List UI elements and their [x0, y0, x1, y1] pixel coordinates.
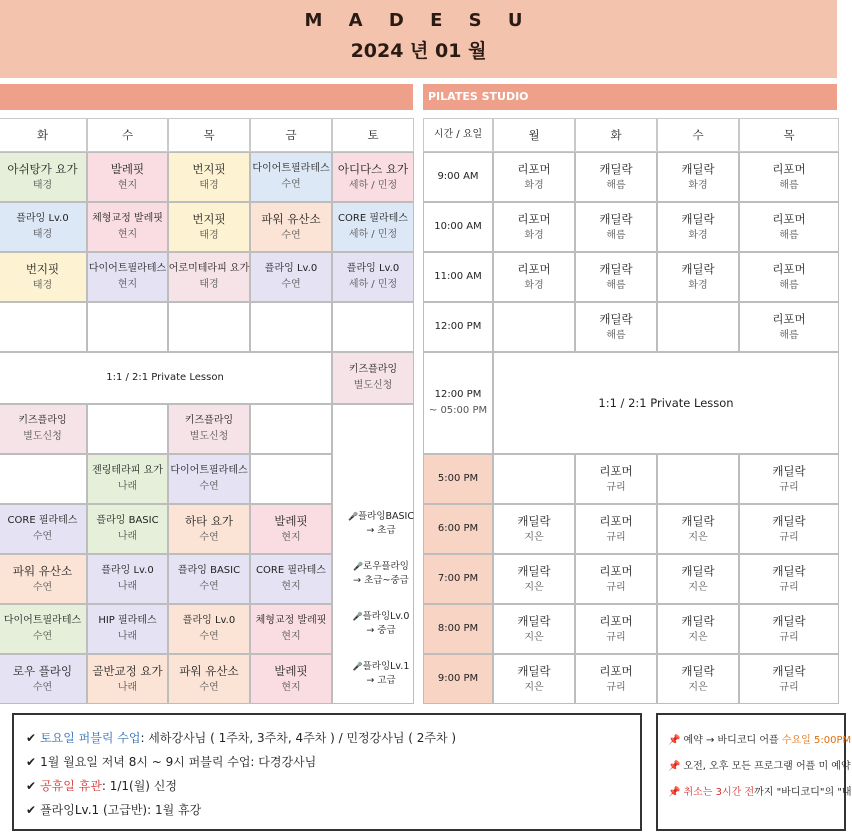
- pilates-class-cell[interactable]: [575, 302, 657, 352]
- instructor-name: 나래: [117, 682, 138, 694]
- pilates-day-header-4: [739, 118, 839, 152]
- instructor-name: 화경: [524, 280, 544, 292]
- class-name: 번지핏: [192, 211, 226, 226]
- class-cell[interactable]: [0, 454, 87, 504]
- instructor-name: 나래: [117, 531, 138, 543]
- instructor-name: 현지: [281, 631, 301, 643]
- class-name: 캐딜락: [681, 261, 715, 276]
- class-name: 하타 요가: [184, 513, 234, 528]
- pilates-day-header-3: [657, 118, 739, 152]
- class-name: 리포머: [599, 613, 633, 628]
- pilates-class-cell[interactable]: [657, 302, 739, 352]
- instructor-name: 현지: [117, 229, 138, 241]
- instructor-name: 현지: [281, 581, 301, 593]
- pilates-class-cell[interactable]: [739, 654, 839, 704]
- instructor-name: 수연: [32, 631, 53, 643]
- instructor-name: 규리: [606, 582, 626, 594]
- instructor-name: 지은: [688, 682, 708, 694]
- class-name: 리포머: [517, 261, 551, 276]
- class-cell[interactable]: [250, 604, 332, 654]
- class-name: 플라잉 Lv.0: [16, 212, 69, 224]
- class-cell[interactable]: [168, 654, 250, 704]
- instructor-name: 수연: [32, 531, 53, 543]
- private-lesson-cell[interactable]: [0, 352, 332, 404]
- pilates-class-cell[interactable]: [493, 252, 575, 302]
- class-name: 체형교정 발레핏: [92, 212, 163, 224]
- instructor-name: 규리: [779, 482, 799, 494]
- class-name: 9:00 PM: [437, 672, 479, 684]
- class-name: 플라잉 BASIC: [177, 564, 241, 576]
- class-name: 1:1 / 2:1 Private Lesson: [106, 371, 224, 383]
- level-guide-item: [346, 510, 416, 538]
- left-section-bar: [0, 84, 413, 110]
- pilates-class-cell[interactable]: [739, 252, 839, 302]
- class-name: 리포머: [517, 211, 551, 226]
- private-time-slot: [423, 352, 493, 454]
- class-name: 다이어트필라테스: [252, 162, 330, 174]
- class-name: 8:00 PM: [437, 622, 479, 634]
- class-name: 1:1 / 2:1 Private Lesson: [598, 395, 734, 410]
- instructor-name: ~ 05:00 PM: [428, 405, 488, 417]
- instructor-name: 지은: [688, 532, 708, 544]
- class-cell[interactable]: [250, 202, 332, 252]
- class-name: 발레핏: [110, 161, 145, 176]
- time-slot: [423, 604, 493, 654]
- microphone-icon: 🎤: [348, 512, 358, 521]
- instructor-name: 수연: [281, 179, 301, 191]
- instructor-name: 나래: [117, 581, 138, 593]
- day-header-2: [168, 118, 250, 152]
- class-name: 캐딜락: [599, 261, 633, 276]
- class-name: 플라잉 Lv.0: [182, 614, 236, 626]
- instructor-name: 세하 / 민정: [348, 180, 398, 192]
- instructor-name: 현지: [281, 532, 301, 544]
- class-name: 젠링테라피 요가: [92, 464, 163, 476]
- class-cell[interactable]: [168, 252, 250, 302]
- class-name: 캐딜락: [599, 311, 633, 326]
- level-grade: → 고급: [366, 674, 396, 686]
- class-name: 수: [692, 127, 704, 142]
- class-name: 토: [367, 127, 379, 142]
- class-name: 플라잉 BASIC: [96, 514, 159, 526]
- instructor-name: 규리: [606, 532, 626, 544]
- instructor-name: 나래: [117, 631, 138, 643]
- level-class: 플라잉BASIC: [357, 511, 414, 522]
- class-cell[interactable]: [87, 554, 168, 604]
- instructor-name: 규리: [779, 532, 799, 544]
- level-grade: → 초급~중급: [353, 574, 409, 586]
- instructor-name: 해름: [606, 230, 626, 242]
- instructor-name: 수연: [199, 532, 219, 544]
- class-name: 캐딜락: [517, 513, 551, 528]
- level-guide-item: [346, 660, 416, 688]
- reservation-note: 📌 예약 → 바디코디 어플 수요일 5:00PM: [668, 735, 852, 746]
- class-name: 캐딜락: [681, 563, 715, 578]
- class-name: 리포머: [599, 563, 633, 578]
- class-cell[interactable]: [332, 302, 414, 352]
- class-name: 다이어트필라테스: [170, 464, 248, 476]
- class-name: 다이어트필라테스: [3, 614, 82, 626]
- instructor-name: 세하 / 민정: [348, 229, 398, 241]
- class-cell[interactable]: [87, 152, 168, 202]
- class-name: 캐딜락: [681, 513, 715, 528]
- level-class: 플라잉Lv.0: [362, 611, 410, 622]
- class-cell[interactable]: [250, 554, 332, 604]
- class-name: 목: [783, 127, 795, 142]
- instructor-name: 수연: [199, 631, 219, 643]
- instructor-name: 해름: [606, 330, 626, 342]
- pilates-class-cell[interactable]: [657, 604, 739, 654]
- class-cell[interactable]: [0, 202, 87, 252]
- instructor-name: 해름: [606, 280, 626, 292]
- class-name: 캐딜락: [681, 211, 715, 226]
- class-cell[interactable]: [0, 504, 87, 554]
- instructor-name: 태경: [32, 180, 53, 192]
- instructor-name: 해름: [779, 330, 799, 342]
- pilates-class-cell[interactable]: [739, 302, 839, 352]
- class-name: 골반교정 요가: [92, 663, 163, 678]
- class-name: 플라잉 Lv.0: [264, 262, 318, 274]
- class-name: 아쉬탕가 요가: [7, 161, 78, 176]
- class-name: 목: [203, 127, 215, 142]
- class-name: 9:00 AM: [437, 170, 479, 182]
- class-name: 번지핏: [25, 261, 60, 276]
- class-name: 어로미테라피 요가: [168, 262, 250, 274]
- day-header-1: [87, 118, 168, 152]
- instructor-name: 별도신청: [23, 431, 62, 443]
- class-name: 리포머: [517, 161, 551, 176]
- instructor-name: 수연: [281, 230, 301, 242]
- pushpin-icon: 📌: [668, 735, 681, 746]
- time-slot: [423, 302, 493, 352]
- time-slot: [423, 504, 493, 554]
- class-name: 플라잉 Lv.0: [346, 262, 400, 274]
- day-header-4: [332, 118, 414, 152]
- class-name: 번지핏: [192, 161, 226, 176]
- instructor-name: 나래: [117, 481, 138, 493]
- notes-box: [12, 713, 642, 831]
- pilates-class-cell[interactable]: [657, 202, 739, 252]
- instructor-name: 태경: [32, 229, 53, 241]
- pilates-class-cell[interactable]: [575, 654, 657, 704]
- pilates-class-cell[interactable]: [493, 654, 575, 704]
- class-cell[interactable]: [87, 202, 168, 252]
- class-name: 캐딜락: [681, 663, 715, 678]
- class-cell[interactable]: [250, 152, 332, 202]
- class-cell[interactable]: [0, 302, 87, 352]
- pilates-class-cell[interactable]: [657, 654, 739, 704]
- class-name: 리포머: [772, 311, 806, 326]
- right-section-bar: [423, 84, 837, 110]
- reservation-notes-box: [656, 713, 852, 831]
- level-grade: → 중급: [366, 624, 396, 636]
- class-cell[interactable]: [332, 202, 414, 252]
- instructor-name: 수연: [199, 481, 219, 493]
- class-name: 발레핏: [274, 663, 308, 678]
- class-name: 플라잉 Lv.0: [101, 564, 154, 576]
- pushpin-icon: 📌: [668, 761, 681, 772]
- class-name: 화: [610, 127, 622, 142]
- class-name: 캐딜락: [772, 663, 806, 678]
- pilates-class-cell[interactable]: [739, 604, 839, 654]
- class-name: 캐딜락: [772, 613, 806, 628]
- instructor-name: 화경: [524, 180, 544, 192]
- pilates-class-cell[interactable]: [657, 454, 739, 504]
- instructor-name: 현지: [281, 682, 301, 694]
- pilates-class-cell[interactable]: [739, 202, 839, 252]
- instructor-name: 지은: [524, 582, 544, 594]
- class-name: 리포머: [772, 161, 806, 176]
- instructor-name: 태경: [32, 280, 53, 292]
- level-grade: → 초급: [366, 524, 396, 536]
- instructor-name: 해름: [606, 180, 626, 192]
- class-cell[interactable]: [332, 152, 414, 202]
- class-cell[interactable]: [250, 302, 332, 352]
- month-title: 2024 년 01 월: [350, 40, 487, 62]
- pilates-class-cell[interactable]: [493, 604, 575, 654]
- class-name: 파워 유산소: [261, 211, 321, 226]
- class-name: 리포머: [772, 211, 806, 226]
- class-name: 아디다스 요가: [337, 161, 409, 176]
- class-cell[interactable]: [87, 654, 168, 704]
- instructor-name: 지은: [524, 532, 544, 544]
- class-cell[interactable]: [87, 504, 168, 554]
- pilates-private-lesson-cell[interactable]: [493, 352, 839, 454]
- time-slot: [423, 454, 493, 504]
- pilates-class-cell[interactable]: [657, 252, 739, 302]
- class-cell[interactable]: [87, 404, 168, 454]
- class-name: 키즈플라잉: [18, 414, 67, 426]
- instructor-name: 화경: [688, 180, 708, 192]
- class-name: 파워 유산소: [12, 563, 73, 578]
- class-cell[interactable]: [250, 454, 332, 504]
- class-name: 체형교정 발레핏: [255, 614, 327, 626]
- instructor-name: 수연: [281, 279, 301, 291]
- pilates-class-cell[interactable]: [493, 202, 575, 252]
- instructor-name: 지은: [524, 682, 544, 694]
- pilates-day-header-0: [423, 118, 493, 152]
- class-name: 리포머: [599, 663, 633, 678]
- saturday-level-column: [332, 404, 414, 704]
- class-name: HIP 필라테스: [98, 614, 157, 626]
- class-name: 캐딜락: [517, 613, 551, 628]
- day-header-3: [250, 118, 332, 152]
- class-name: 캐딜락: [517, 663, 551, 678]
- instructor-name: 수연: [199, 682, 219, 694]
- instructor-name: 해름: [779, 180, 799, 192]
- class-name: 로우 플라잉: [12, 663, 73, 678]
- pilates-class-cell[interactable]: [575, 252, 657, 302]
- note-holiday: ✔ 공휴일 휴관: 1/1(월) 신정: [26, 779, 177, 793]
- class-cell[interactable]: [168, 202, 250, 252]
- pilates-class-cell[interactable]: [575, 554, 657, 604]
- all-programs-note: 📌 오전, 오후 모든 프로그램 어플 미 예약: [668, 761, 851, 772]
- class-name: 금: [285, 127, 297, 142]
- time-slot: [423, 654, 493, 704]
- note-saturday: ✔ 토요일 퍼블릭 수업: 세하강사님 ( 1주차, 3주차, 4주차 ) / 민정강사님 ( 2주차 ): [26, 731, 457, 745]
- instructor-name: 지은: [524, 632, 544, 644]
- class-cell[interactable]: [332, 252, 414, 302]
- time-slot: [423, 152, 493, 202]
- time-slot: [423, 202, 493, 252]
- day-header-0: [0, 118, 87, 152]
- class-name: 발레핏: [274, 513, 308, 528]
- class-name: 화: [36, 127, 49, 142]
- pilates-day-header-1: [493, 118, 575, 152]
- class-name: 다이어트필라테스: [88, 262, 167, 274]
- time-slot: [423, 554, 493, 604]
- instructor-name: 현지: [117, 279, 138, 291]
- class-name: 11:00 AM: [434, 270, 482, 282]
- class-cell[interactable]: [0, 252, 87, 302]
- pilates-class-cell[interactable]: [575, 454, 657, 504]
- instructor-name: 별도신청: [189, 431, 229, 443]
- instructor-name: 수연: [32, 582, 53, 594]
- instructor-name: 규리: [606, 482, 626, 494]
- class-cell[interactable]: [87, 604, 168, 654]
- class-name: 시간 / 요일: [433, 128, 483, 140]
- class-cell[interactable]: [0, 152, 87, 202]
- class-cell[interactable]: [87, 454, 168, 504]
- class-cell[interactable]: [250, 654, 332, 704]
- level-class: 로우플라잉: [363, 561, 409, 572]
- class-name: 키즈플라잉: [348, 363, 398, 375]
- pilates-class-cell[interactable]: [739, 504, 839, 554]
- pilates-class-cell[interactable]: [493, 504, 575, 554]
- class-name: 리포머: [772, 261, 806, 276]
- pilates-class-cell[interactable]: [739, 554, 839, 604]
- class-cell[interactable]: [0, 604, 87, 654]
- instructor-name: 해름: [779, 230, 799, 242]
- pilates-class-cell[interactable]: [739, 152, 839, 202]
- class-name: 10:00 AM: [434, 220, 482, 232]
- level-guide-item: [346, 560, 416, 588]
- class-name: 캐딜락: [681, 161, 715, 176]
- note-flying: ✔ 플라잉Lv.1 (고급반): 1월 휴강: [26, 803, 202, 817]
- pilates-class-cell[interactable]: [493, 554, 575, 604]
- class-cell[interactable]: [168, 554, 250, 604]
- class-name: 캐딜락: [599, 211, 633, 226]
- pilates-class-cell[interactable]: [657, 504, 739, 554]
- instructor-name: 규리: [779, 682, 799, 694]
- instructor-name: 규리: [779, 582, 799, 594]
- note-monday: ✔ 1월 월요일 저녁 8시 ~ 9시 퍼블릭 수업: 다경강사님: [26, 755, 317, 769]
- class-name: 7:00 PM: [437, 572, 479, 584]
- instructor-name: 별도신청: [353, 380, 393, 392]
- instructor-name: 규리: [779, 632, 799, 644]
- class-cell[interactable]: [168, 302, 250, 352]
- class-cell[interactable]: [0, 654, 87, 704]
- pilates-day-header-2: [575, 118, 657, 152]
- class-name: 캐딜락: [772, 513, 806, 528]
- table-divider: [414, 84, 423, 706]
- pilates-class-cell[interactable]: [575, 504, 657, 554]
- instructor-name: 지은: [688, 632, 708, 644]
- level-class: 플라잉Lv.1: [362, 661, 410, 672]
- instructor-name: 화경: [688, 280, 708, 292]
- pilates-class-cell[interactable]: [657, 554, 739, 604]
- class-name: CORE 필라테스: [338, 212, 408, 224]
- class-name: 수: [121, 127, 134, 142]
- pilates-class-cell[interactable]: [575, 152, 657, 202]
- class-cell[interactable]: [168, 504, 250, 554]
- class-name: 12:00 PM: [434, 320, 482, 332]
- class-cell[interactable]: [168, 152, 250, 202]
- class-name: 캐딜락: [517, 563, 551, 578]
- pilates-class-cell[interactable]: [493, 152, 575, 202]
- instructor-name: 수연: [199, 581, 219, 593]
- instructor-name: 태경: [199, 230, 219, 242]
- instructor-name: 해름: [779, 280, 799, 292]
- class-cell[interactable]: [250, 404, 332, 454]
- class-name: CORE 필라테스: [7, 514, 78, 526]
- instructor-name: 현지: [117, 180, 138, 192]
- kids-flying-saturday[interactable]: [332, 352, 414, 404]
- class-name: 5:00 PM: [437, 472, 479, 484]
- microphone-icon: 🎤: [352, 612, 363, 621]
- pilates-class-cell[interactable]: [657, 152, 739, 202]
- level-guide-item: [346, 610, 416, 638]
- pilates-class-cell[interactable]: [739, 454, 839, 504]
- pilates-class-cell[interactable]: [493, 454, 575, 504]
- time-slot: [423, 252, 493, 302]
- instructor-name: 태경: [199, 279, 219, 291]
- brand-title: M A D E S U: [304, 10, 533, 31]
- class-name: 파워 유산소: [179, 663, 239, 678]
- class-name: 캐딜락: [599, 161, 633, 176]
- class-cell[interactable]: [87, 252, 168, 302]
- class-cell[interactable]: [250, 504, 332, 554]
- class-name: 6:00 PM: [437, 522, 479, 534]
- instructor-name: 지은: [688, 582, 708, 594]
- pilates-class-cell[interactable]: [493, 302, 575, 352]
- pilates-class-cell[interactable]: [575, 202, 657, 252]
- class-cell[interactable]: [168, 454, 250, 504]
- class-cell[interactable]: [0, 404, 87, 454]
- class-cell[interactable]: [250, 252, 332, 302]
- class-cell[interactable]: [168, 604, 250, 654]
- instructor-name: 태경: [199, 180, 219, 192]
- instructor-name: 세하 / 민정: [348, 279, 398, 291]
- class-name: 캐딜락: [681, 613, 715, 628]
- class-name: 리포머: [599, 513, 633, 528]
- pushpin-icon: 📌: [668, 787, 681, 798]
- cancel-note: 📌 취소는 3시간 전까지 "바디코디"의 "내: [668, 787, 852, 798]
- instructor-name: 수연: [32, 682, 53, 694]
- microphone-icon: 🎤: [352, 662, 363, 671]
- class-name: 캐딜락: [772, 463, 806, 478]
- microphone-icon: 🎤: [353, 562, 364, 571]
- class-cell[interactable]: [0, 554, 87, 604]
- instructor-name: 규리: [606, 632, 626, 644]
- class-cell[interactable]: [168, 404, 250, 454]
- instructor-name: 규리: [606, 682, 626, 694]
- studio-label: PILATES STUDIO: [428, 90, 529, 103]
- class-cell[interactable]: [87, 302, 168, 352]
- class-name: 리포머: [599, 463, 633, 478]
- pilates-class-cell[interactable]: [575, 604, 657, 654]
- class-name: 키즈플라잉: [184, 414, 234, 426]
- header-banner: [0, 0, 837, 78]
- instructor-name: 화경: [524, 230, 544, 242]
- class-name: 캐딜락: [772, 563, 806, 578]
- instructor-name: 화경: [688, 230, 708, 242]
- class-name: 12:00 PM: [434, 388, 482, 400]
- class-name: 월: [528, 127, 540, 142]
- class-name: CORE 필라테스: [256, 564, 326, 576]
